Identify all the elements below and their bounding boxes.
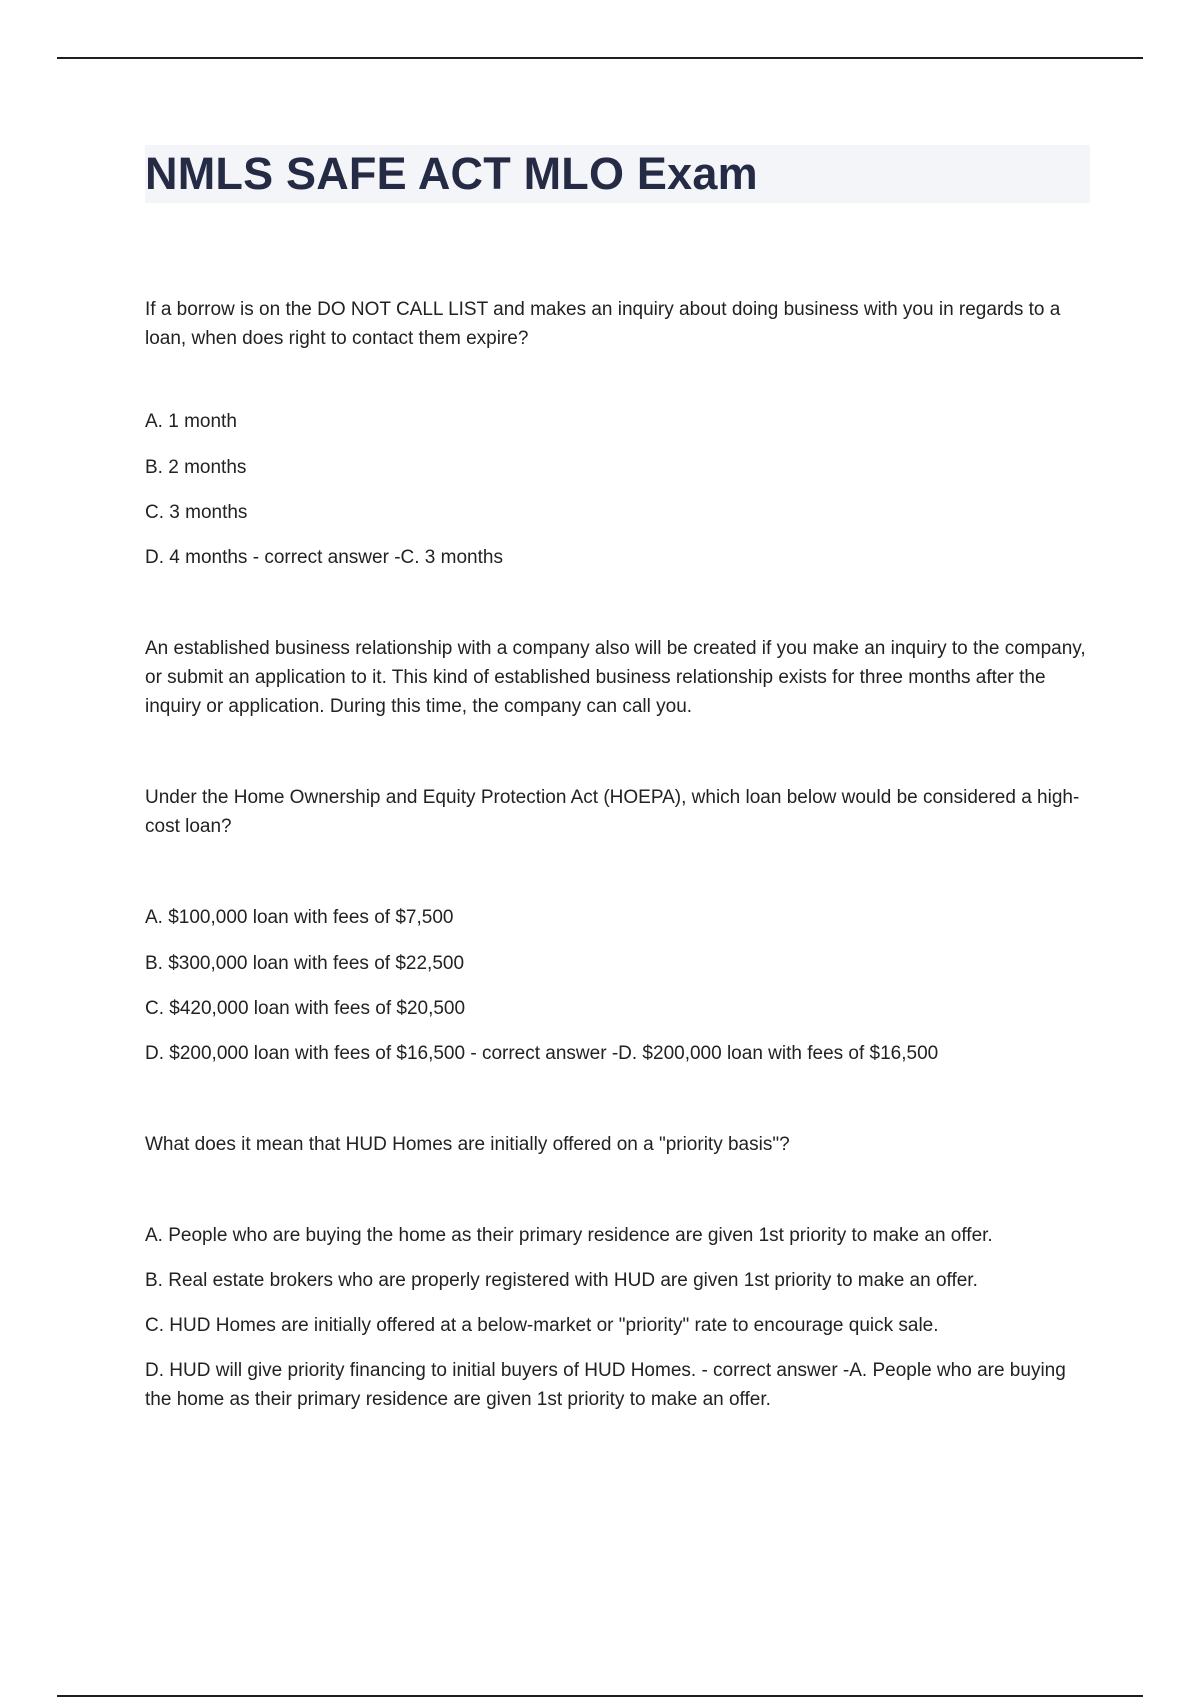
answer-option: C. $420,000 loan with fees of $20,500 [145,998,466,1019]
answer-option: B. $300,000 loan with fees of $22,500 [145,953,465,974]
answer-option: C. 3 months [145,502,248,523]
header-rule [57,57,1143,59]
answer-option: B. Real estate brokers who are properly registered with HUD are given 1st priority to make an offer. [145,1270,978,1291]
explanation-text: An established business relationship with a company also will be created if you make an inquiry to the company, or submit an application to it. This kind of established business relationship exists for three months after the inquiry or application. During this time, the company can call you. [145,638,1086,717]
title-band [145,145,1090,203]
answer-option-with-answer: D. $200,000 loan with fees of $16,500 - correct answer -D. $200,000 loan with fees of $16,500 [145,1043,939,1064]
answer-option: B. 2 months [145,457,247,478]
question-text: If a borrow is on the DO NOT CALL LIST and makes an inquiry about doing business with you in regards to a loan, when does right to contact them expire? [145,299,1061,349]
footer-rule [57,1695,1143,1697]
answer-option-with-answer: D. HUD will give priority financing to initial buyers of HUD Homes. - correct answer -A. People who are buying the home as their primary residence are given 1st priority to make an offer. [145,1360,1066,1410]
answer-option: A. 1 month [145,411,237,432]
answer-option: A. People who are buying the home as their primary residence are given 1st priority to make an offer. [145,1225,993,1246]
page-content [145,145,1090,1414]
question-text: What does it mean that HUD Homes are initially offered on a "priority basis"? [145,1134,790,1155]
page-title: NMLS SAFE ACT MLO Exam [145,148,758,199]
answer-option: C. HUD Homes are initially offered at a below-market or "priority" rate to encourage quick sale. [145,1315,939,1336]
answer-option: A. $100,000 loan with fees of $7,500 [145,907,454,928]
answer-option-with-answer: D. 4 months - correct answer -C. 3 months [145,547,503,568]
question-text: Under the Home Ownership and Equity Protection Act (HOEPA), which loan below would be considered a high-cost loan? [145,787,1080,837]
